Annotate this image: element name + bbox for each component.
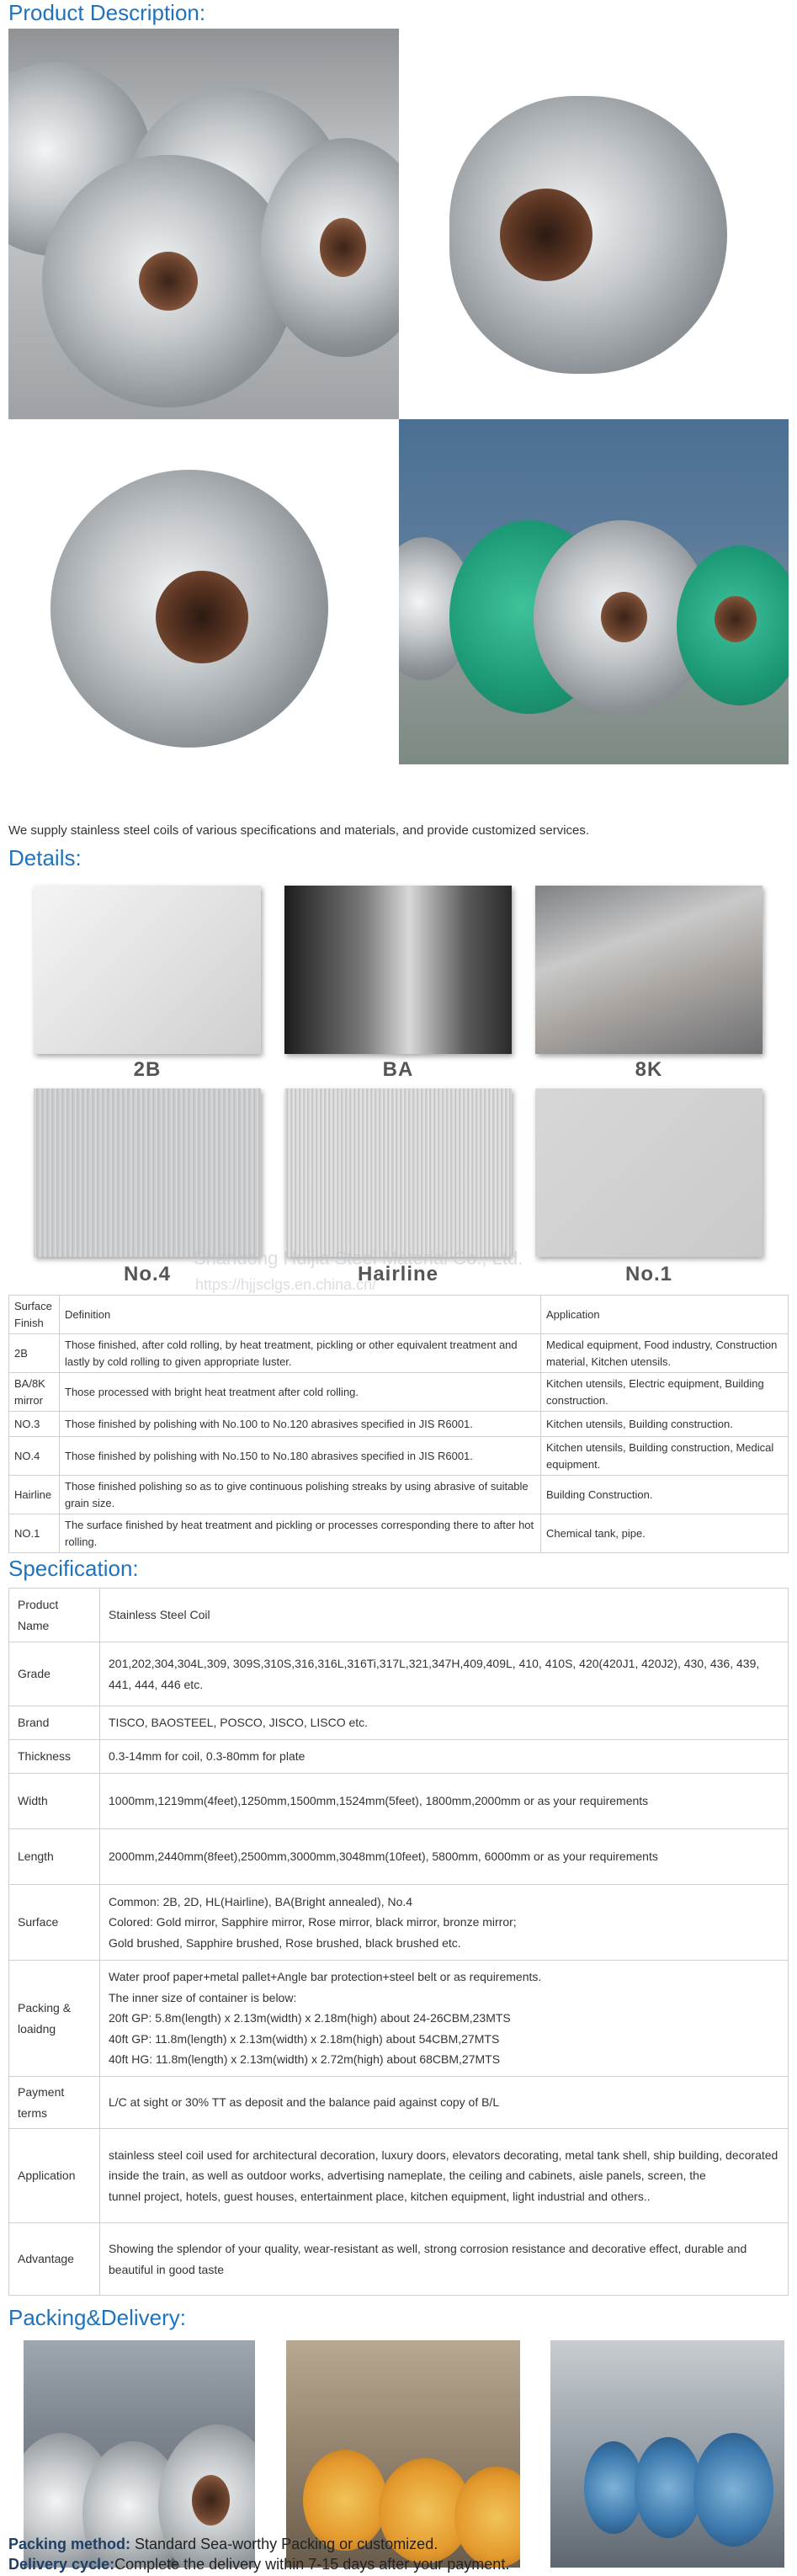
product-intro-text: We supply stainless steel coils of various specifications and materials, and provide customized services.: [8, 823, 590, 838]
swatch-2b: [34, 886, 261, 1054]
spec-label: Product Name: [9, 1589, 100, 1642]
spec-value: L/C at sight or 30% TT as deposit and the balance paid against copy of B/L: [100, 2077, 789, 2129]
specification-table: [8, 1588, 789, 2296]
application-cell: Kitchen utensils, Building construction.: [541, 1412, 789, 1437]
spec-value: Water proof paper+metal pallet+Angle bar protection+steel belt or as requirements. The inner size of container is below: 20ft GP: 5.8m(length) x 2.13m(width) x 2.18m(high) about 24-26CBM,23MTS 40ft GP: 11.8m(length) x 2.13m(width) x 2.18m(high) about 54CBM,27MTS 40ft HG: 11.8m(length) x 2.13m(width) x 2.72m(high) about 68CBM,27MTS: [100, 1961, 789, 2077]
finish-cell: NO.1: [9, 1514, 60, 1553]
table-row: [9, 1412, 789, 1437]
spec-value: Stainless Steel Coil: [100, 1589, 789, 1642]
definition-cell: Those finished by polishing with No.150 to No.180 abrasives specified in JIS R6001.: [60, 1437, 541, 1476]
spec-value: 0.3-14mm for coil, 0.3-80mm for plate: [100, 1740, 789, 1774]
spec-label: Thickness: [9, 1740, 100, 1774]
table-row: [9, 1373, 789, 1412]
table-header-row: [9, 1296, 789, 1334]
swatch-label-hairline: Hairline: [357, 1263, 439, 1285]
table-row: [9, 2077, 789, 2129]
spec-value: 1000mm,1219mm(4feet),1250mm,1500mm,1524mm(5feet), 1800mm,2000mm or as your requirements: [100, 1774, 789, 1829]
table-header-cell: Surface Finish: [9, 1296, 60, 1334]
spec-label: Application: [9, 2129, 100, 2223]
application-cell: Kitchen utensils, Building construction, Medical equipment.: [541, 1437, 789, 1476]
definition-cell: Those finished by polishing with No.100 to No.120 abrasives specified in JIS R6001.: [60, 1412, 541, 1437]
finish-cell: NO.3: [9, 1412, 60, 1437]
table-header-cell: Definition: [60, 1296, 541, 1334]
table-row: [9, 1829, 789, 1885]
application-cell: Medical equipment, Food industry, Construction material, Kitchen utensils.: [541, 1334, 789, 1373]
definition-cell: The surface finished by heat treatment and pickling or processes corresponding there to after hot rolling.: [60, 1514, 541, 1553]
swatch-hairline: [284, 1088, 512, 1257]
table-row: [9, 1589, 789, 1642]
spec-label: Brand: [9, 1706, 100, 1740]
spec-value: 201,202,304,304L,309, 309S,310S,316,316L,316Ti,317L,321,347H,409,409L, 410, 410S, 420(420J1, 420J2), 430, 436, 439, 441, 444, 446 etc.: [100, 1642, 789, 1706]
finish-cell: Hairline: [9, 1476, 60, 1514]
swatch-no4: [34, 1088, 261, 1257]
spec-value: 2000mm,2440mm(8feet),2500mm,3000mm,3048mm(10feet), 5800mm, 6000mm or as your requirements: [100, 1829, 789, 1885]
packing-method-line: [8, 2536, 438, 2553]
details-title: Details:: [8, 845, 82, 870]
table-row: [9, 1514, 789, 1553]
table-header-cell: Application: [541, 1296, 789, 1334]
packing-photo-1: [24, 2340, 255, 2568]
table-row: [9, 1885, 789, 1961]
packing-photo-3: [550, 2340, 784, 2568]
swatch-label-2b: 2B: [133, 1058, 162, 1081]
spec-label: Width: [9, 1774, 100, 1829]
definition-cell: Those processed with bright heat treatment after cold rolling.: [60, 1373, 541, 1412]
table-row: [9, 1961, 789, 2077]
packing-photo-2: [286, 2340, 520, 2568]
spec-value: Common: 2B, 2D, HL(Hairline), BA(Bright annealed), No.4 Colored: Gold mirror, Sapphire mirror, Rose mirror, black mirror, bronze mirror; Gold brushed, Sapphire brushed, Rose brushed, black brushed etc.: [100, 1885, 789, 1961]
swatch-label-no4: No.4: [123, 1263, 171, 1285]
swatch-label-8k: 8K: [635, 1058, 663, 1081]
specification-title: Specification:: [8, 1556, 139, 1581]
spec-label: Payment terms: [9, 2077, 100, 2129]
spec-value: TISCO, BAOSTEEL, POSCO, JISCO, LISCO etc.: [100, 1706, 789, 1740]
product-description-title: Product Description:: [8, 0, 206, 25]
swatch-ba: [284, 886, 512, 1054]
product-photo-green-coils: [399, 419, 789, 764]
definition-cell: Those finished polishing so as to give continuous polishing streaks by using abrasive of suitable grain size.: [60, 1476, 541, 1514]
table-row: [9, 1334, 789, 1373]
spec-label: Length: [9, 1829, 100, 1885]
watermark-url: https://hjjsclgs.en.china.cn/: [195, 1276, 377, 1293]
definition-cell: Those finished, after cold rolling, by heat treatment, pickling or other equivalent treatment and lastly by cold rolling to given appropriate luster.: [60, 1334, 541, 1373]
table-row: [9, 2129, 789, 2223]
table-row: [9, 2223, 789, 2296]
table-row: [9, 1437, 789, 1476]
finish-cell: NO.4: [9, 1437, 60, 1476]
swatch-label-no1: No.1: [624, 1263, 672, 1285]
table-row: [9, 1706, 789, 1740]
product-photo-single-coil: [399, 29, 789, 419]
delivery-cycle-value: Complete the delivery within 7-15 days after your payment.: [114, 2556, 510, 2573]
packing-method-value: Standard Sea-worthy Packing or customized.: [130, 2536, 438, 2552]
delivery-cycle-label: Delivery cycle:: [8, 2556, 115, 2573]
swatch-no1: [535, 1088, 762, 1257]
spec-value: stainless steel coil used for architectural decoration, luxury doors, elevators decorating, metal tank shell, ship building, decorated inside the train, as well as outdoor works, advertising nameplate, the ceiling and cabinets, aisle panels, screen, the tunnel project, hotels, guest houses, entertainment place, kitchen equipment, light industrial and others..: [100, 2129, 789, 2223]
spec-label: Surface: [9, 1885, 100, 1961]
packing-delivery-title: Packing&Delivery:: [8, 2305, 186, 2330]
table-row: [9, 1774, 789, 1829]
application-cell: Chemical tank, pipe.: [541, 1514, 789, 1553]
application-cell: Kitchen utensils, Electric equipment, Building construction.: [541, 1373, 789, 1412]
surface-finish-table: [8, 1295, 789, 1553]
watermark-company: Shandong Huijia Steel Material Co., Ltd.: [194, 1248, 523, 1269]
spec-label: Advantage: [9, 2223, 100, 2296]
spec-value: Showing the splendor of your quality, wear-resistant as well, strong corrosion resistance and decorative effect, durable and beautiful in good taste: [100, 2223, 789, 2296]
application-cell: Building Construction.: [541, 1476, 789, 1514]
spec-label: Grade: [9, 1642, 100, 1706]
table-row: [9, 1740, 789, 1774]
packing-method-label: Packing method:: [8, 2536, 131, 2552]
swatch-label-ba: BA: [382, 1058, 414, 1081]
swatch-8k: [535, 886, 762, 1054]
finish-cell: BA/8K mirror: [9, 1373, 60, 1412]
spec-label: Packing & loaidng: [9, 1961, 100, 2077]
table-row: [9, 1476, 789, 1514]
delivery-cycle-line: [8, 2556, 509, 2573]
product-photo-coils-warehouse: [8, 29, 399, 419]
finish-cell: 2B: [9, 1334, 60, 1373]
table-row: [9, 1642, 789, 1706]
product-photo-coil-angle: [8, 419, 399, 764]
